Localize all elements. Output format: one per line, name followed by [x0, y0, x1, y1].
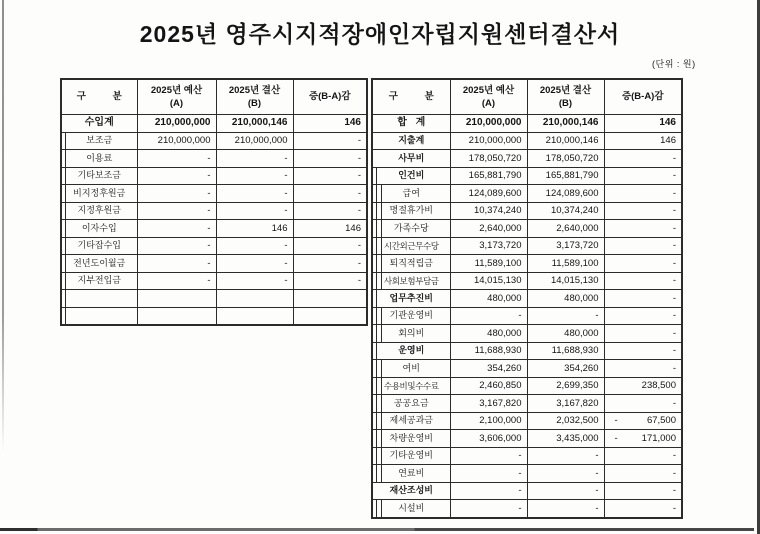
- budget-cell: 3,173,720: [450, 237, 527, 255]
- header-row: [372, 79, 682, 115]
- category-cell: 공공요금: [372, 395, 450, 413]
- table-row: [372, 290, 682, 308]
- budget-cell: 354,260: [450, 360, 527, 378]
- budget-cell: 2,640,000: [450, 220, 527, 238]
- settlement-cell: -: [216, 255, 293, 273]
- budget-cell: 2,460,850: [450, 377, 527, 395]
- diff-cell: [604, 412, 682, 430]
- category-cell: 전년도이월금: [61, 255, 137, 273]
- diff-cell: -: [604, 185, 682, 203]
- table-row: [372, 150, 682, 168]
- category-cell: [61, 307, 137, 325]
- scan-edge-bottom: [0, 528, 754, 531]
- category-cell: 여비: [372, 360, 450, 378]
- column-header-diff: 증(B-A)감: [604, 79, 682, 115]
- category-cell: 지출계: [372, 132, 450, 150]
- table-row: [372, 377, 682, 395]
- table-row: [61, 185, 367, 203]
- diff-cell: -: [604, 395, 682, 413]
- table-row: [372, 115, 682, 133]
- table-row: [372, 237, 682, 255]
- category-cell: 지부전입금: [61, 272, 137, 290]
- category-cell: 기타운영비: [372, 447, 450, 465]
- budget-cell: -: [450, 447, 527, 465]
- budget-cell: 3,167,820: [450, 395, 527, 413]
- category-cell: 수입계: [61, 115, 137, 133]
- table-row-empty: [61, 290, 367, 308]
- income-table: [60, 78, 368, 326]
- category-cell: 보조금: [61, 132, 137, 150]
- settlement-cell: 146: [216, 220, 293, 238]
- budget-cell: 210,000,000: [450, 132, 527, 150]
- table-row: [372, 465, 682, 483]
- table-row: [372, 325, 682, 343]
- table-row: [372, 185, 682, 203]
- category-cell: 기타보조금: [61, 167, 137, 185]
- diff-amount: 171,000: [641, 432, 676, 444]
- table-row: [372, 220, 682, 238]
- settlement-cell: -: [527, 500, 604, 518]
- budget-cell: -: [137, 202, 216, 220]
- diff-cell: -: [604, 272, 682, 290]
- diff-cell: -: [604, 167, 682, 185]
- budget-cell: 165,881,790: [450, 167, 527, 185]
- column-header-budget: 2025년 예산 (A): [450, 79, 527, 115]
- diff-cell: -: [604, 325, 682, 343]
- settlement-cell: 480,000: [527, 325, 604, 343]
- settlement-cell: 124,089,600: [527, 185, 604, 203]
- category-cell: 이용료: [61, 150, 137, 168]
- minus-sign: -: [614, 432, 618, 444]
- diff-cell: 238,500: [604, 377, 682, 395]
- table-row: [372, 272, 682, 290]
- settlement-cell: 210,000,146: [216, 115, 293, 133]
- category-cell: 지정후원금: [61, 202, 137, 220]
- diff-cell: -: [604, 447, 682, 465]
- diff-cell: -: [293, 167, 367, 185]
- settlement-cell: 3,435,000: [527, 430, 604, 448]
- diff-cell: -: [604, 307, 682, 325]
- settlement-cell: 11,688,930: [527, 342, 604, 360]
- budget-cell: 10,374,240: [450, 202, 527, 220]
- unit-note: (단위 : 원): [652, 59, 696, 69]
- category-cell: 명절휴가비: [372, 202, 450, 220]
- column-header-category: 구 분: [61, 79, 137, 115]
- category-cell: 시설비: [372, 500, 450, 518]
- budget-cell: 178,050,720: [450, 150, 527, 168]
- column-header-settlement: 2025년 결산 (B): [216, 79, 293, 115]
- table-row-empty: [61, 307, 367, 325]
- settlement-cell: -: [216, 272, 293, 290]
- category-cell: 차량운영비: [372, 430, 450, 448]
- table-row: [372, 132, 682, 150]
- diff-cell: -: [604, 360, 682, 378]
- category-cell: 연료비: [372, 465, 450, 483]
- diff-cell: [293, 290, 367, 308]
- diff-cell: -: [293, 132, 367, 150]
- settlement-cell: 354,260: [527, 360, 604, 378]
- table-row: [372, 447, 682, 465]
- budget-cell: 210,000,000: [137, 115, 216, 133]
- budget-cell: -: [137, 150, 216, 168]
- category-cell: 인건비: [372, 167, 450, 185]
- settlement-cell: 2,640,000: [527, 220, 604, 238]
- settlement-cell: [216, 290, 293, 308]
- table-row: [61, 272, 367, 290]
- table-row: [372, 167, 682, 185]
- diff-cell: -: [604, 150, 682, 168]
- settlement-cell: -: [527, 447, 604, 465]
- table-row: [61, 132, 367, 150]
- settlement-cell: 3,173,720: [527, 237, 604, 255]
- budget-cell: -: [137, 185, 216, 203]
- table-row: [61, 237, 367, 255]
- budget-cell: 11,688,930: [450, 342, 527, 360]
- diff-cell: -: [604, 290, 682, 308]
- category-cell: 재산조성비: [372, 482, 450, 500]
- table-row: [372, 482, 682, 500]
- settlement-cell: -: [216, 185, 293, 203]
- diff-cell: 146: [604, 132, 682, 150]
- column-header-budget: 2025년 예산 (A): [137, 79, 216, 115]
- table-row: [372, 430, 682, 448]
- diff-cell: -: [604, 465, 682, 483]
- category-cell: 회의비: [372, 325, 450, 343]
- category-cell: 업무추진비: [372, 290, 450, 308]
- category-cell: 이자수입: [61, 220, 137, 238]
- budget-cell: -: [137, 220, 216, 238]
- settlement-cell: [216, 307, 293, 325]
- budget-cell: -: [450, 307, 527, 325]
- table-row: [372, 395, 682, 413]
- category-cell: 합 계: [372, 115, 450, 133]
- settlement-cell: -: [216, 150, 293, 168]
- table-row: [61, 167, 367, 185]
- column-header-diff: 증(B-A)감: [293, 79, 367, 115]
- diff-cell: -: [604, 202, 682, 220]
- category-cell: 시간외근무수당: [372, 237, 450, 255]
- settlement-cell: 2,032,500: [527, 412, 604, 430]
- budget-cell: 11,589,100: [450, 255, 527, 273]
- budget-cell: 210,000,000: [137, 132, 216, 150]
- diff-cell: 146: [293, 220, 367, 238]
- diff-cell: -: [293, 185, 367, 203]
- expense-table: [371, 78, 683, 519]
- category-cell: 사무비: [372, 150, 450, 168]
- diff-cell: -: [293, 202, 367, 220]
- diff-cell: 146: [293, 115, 367, 133]
- budget-cell: -: [450, 500, 527, 518]
- diff-cell: -: [293, 272, 367, 290]
- header-row: [61, 79, 367, 115]
- settlement-cell: 2,699,350: [527, 377, 604, 395]
- diff-cell: -: [604, 220, 682, 238]
- table-row: [372, 202, 682, 220]
- table-row: [372, 342, 682, 360]
- category-cell: 비지정후원금: [61, 185, 137, 203]
- budget-cell: -: [137, 167, 216, 185]
- category-cell: 제세공과금: [372, 412, 450, 430]
- budget-cell: 3,606,000: [450, 430, 527, 448]
- budget-cell: 14,015,130: [450, 272, 527, 290]
- settlement-cell: -: [216, 202, 293, 220]
- budget-cell: -: [137, 237, 216, 255]
- table-row: [61, 255, 367, 273]
- minus-sign: -: [614, 415, 618, 426]
- scan-edge-left: [2, 0, 4, 452]
- table-row: [372, 307, 682, 325]
- column-header-settlement: 2025년 결산 (B): [527, 79, 604, 115]
- category-cell: 사회보험부담금: [372, 272, 450, 290]
- diff-cell: -: [604, 255, 682, 273]
- category-cell: 기관운영비: [372, 307, 450, 325]
- budget-cell: 124,089,600: [450, 185, 527, 203]
- settlement-cell: -: [216, 237, 293, 255]
- diff-cell: 146: [604, 115, 682, 133]
- settlement-cell: 11,589,100: [527, 255, 604, 273]
- budget-cell: 2,100,000: [450, 412, 527, 430]
- diff-amount: 67,500: [646, 415, 676, 426]
- diff-cell: -: [293, 255, 367, 273]
- budget-cell: 210,000,000: [450, 115, 527, 133]
- diff-cell: -: [604, 342, 682, 360]
- diff-cell: -: [293, 237, 367, 255]
- category-cell: 가족수당: [372, 220, 450, 238]
- settlement-cell: 178,050,720: [527, 150, 604, 168]
- budget-cell: -: [450, 482, 527, 500]
- table-row: [372, 412, 682, 430]
- table-row: [372, 255, 682, 273]
- settlement-cell: 480,000: [527, 290, 604, 308]
- page-title: 2025년 영주시지적장애인자립지원센터결산서: [139, 21, 621, 47]
- category-cell: 수용비및수수료: [372, 377, 450, 395]
- category-cell: [61, 290, 137, 308]
- budget-cell: -: [450, 465, 527, 483]
- settlement-cell: 165,881,790: [527, 167, 604, 185]
- category-cell: 기타잡수입: [61, 237, 137, 255]
- diff-cell: [293, 307, 367, 325]
- budget-cell: -: [137, 255, 216, 273]
- settlement-cell: -: [527, 465, 604, 483]
- budget-cell: [137, 290, 216, 308]
- settlement-cell: -: [527, 307, 604, 325]
- category-cell: 퇴직적립금: [372, 255, 450, 273]
- settlement-cell: 10,374,240: [527, 202, 604, 220]
- diff-cell: -: [293, 150, 367, 168]
- table-row: [61, 115, 367, 133]
- budget-cell: 480,000: [450, 290, 527, 308]
- diff-cell: -: [604, 500, 682, 518]
- settlement-cell: 14,015,130: [527, 272, 604, 290]
- settlement-cell: 210,000,146: [527, 115, 604, 133]
- category-cell: 운영비: [372, 342, 450, 360]
- table-row: [372, 500, 682, 518]
- budget-cell: 480,000: [450, 325, 527, 343]
- settlement-cell: 210,000,146: [527, 132, 604, 150]
- budget-cell: -: [137, 272, 216, 290]
- budget-cell: [137, 307, 216, 325]
- table-row: [372, 360, 682, 378]
- category-cell: 급여: [372, 185, 450, 203]
- table-row: [61, 202, 367, 220]
- diff-cell: [604, 430, 682, 448]
- settlement-cell: 3,167,820: [527, 395, 604, 413]
- diff-cell: -: [604, 237, 682, 255]
- settlement-cell: 210,000,000: [216, 132, 293, 150]
- diff-cell: -: [604, 482, 682, 500]
- settlement-cell: -: [527, 482, 604, 500]
- column-header-category: 구 분: [372, 79, 450, 115]
- settlement-cell: -: [216, 167, 293, 185]
- table-row: [61, 150, 367, 168]
- table-row: [61, 220, 367, 238]
